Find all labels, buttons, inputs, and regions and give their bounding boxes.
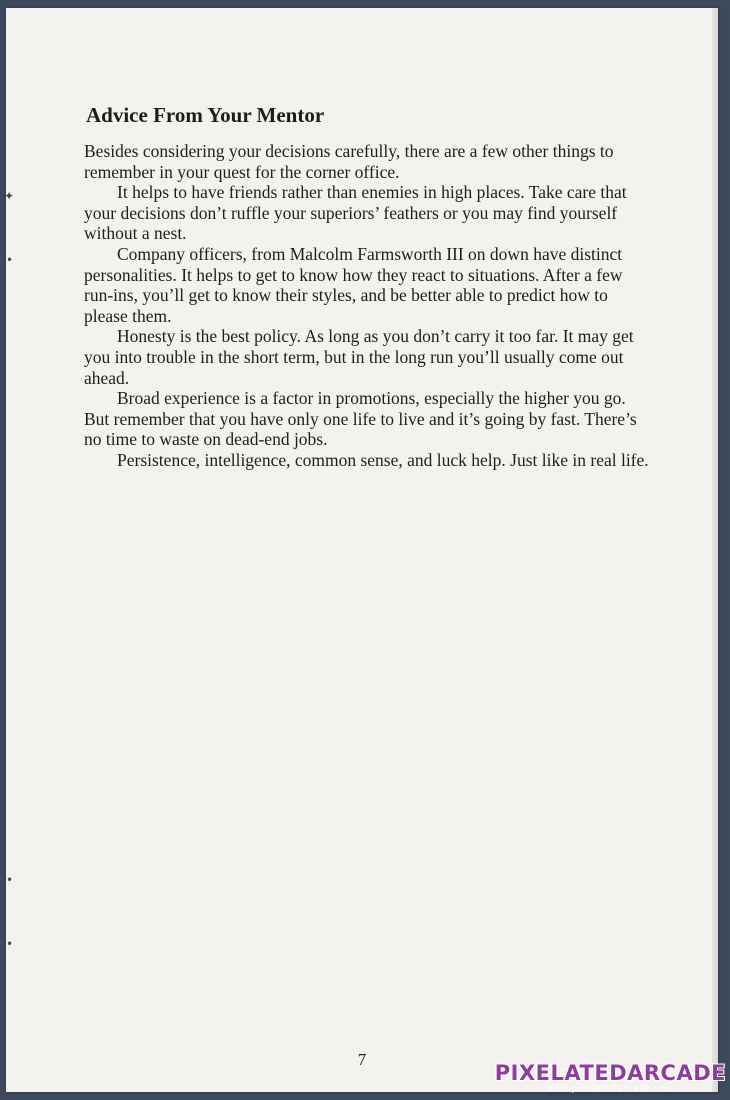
- page-number: 7: [357, 1050, 367, 1069]
- manual-page: [6, 8, 718, 1092]
- section-heading: Advice From Your Mentor: [86, 103, 325, 127]
- binding-mark: •: [6, 937, 14, 951]
- body-text: [84, 141, 654, 471]
- page-edge: [712, 8, 718, 1092]
- watermark-title: PIXELATEDARCADE: [494, 1061, 726, 1085]
- paragraph-honesty: Honesty is the best policy. As long as you don’t carry it too far. It may get you into trouble in the short term, but in the long run you’ll usually come out ahead.: [84, 326, 634, 388]
- paragraph-intro: Besides considering your decisions carefully, there are a few other things to remember in your quest for the corner office.: [84, 141, 614, 182]
- binding-mark: ✦: [4, 189, 15, 203]
- paragraph-persistence: Persistence, intelligence, common sense, and luck help. Just like in real life.: [117, 449, 649, 470]
- binding-mark: •: [6, 873, 14, 887]
- binding-mark: •: [6, 253, 14, 267]
- watermark: [495, 1062, 726, 1094]
- watermark-url: www.pixelatedarcade.com: [545, 1084, 676, 1094]
- paragraph-officers: Company officers, from Malcolm Farmsworth III on down have distinct personalities. It helps to get to know how they react to situations. After a few run-ins, you’ll get to know their styles, and be better able to predict how to please them.: [84, 243, 623, 326]
- paragraph-experience: Broad experience is a factor in promotions, especially the higher you go. But remember that you have only one life to live and it’s going by fast. There’s no time to waste on dead-end jobs.: [84, 388, 637, 450]
- paragraph-friends: It helps to have friends rather than enemies in high places. Take care that your decisions don’t ruffle your superiors’ feathers or you may find yourself without a nest.: [84, 182, 627, 244]
